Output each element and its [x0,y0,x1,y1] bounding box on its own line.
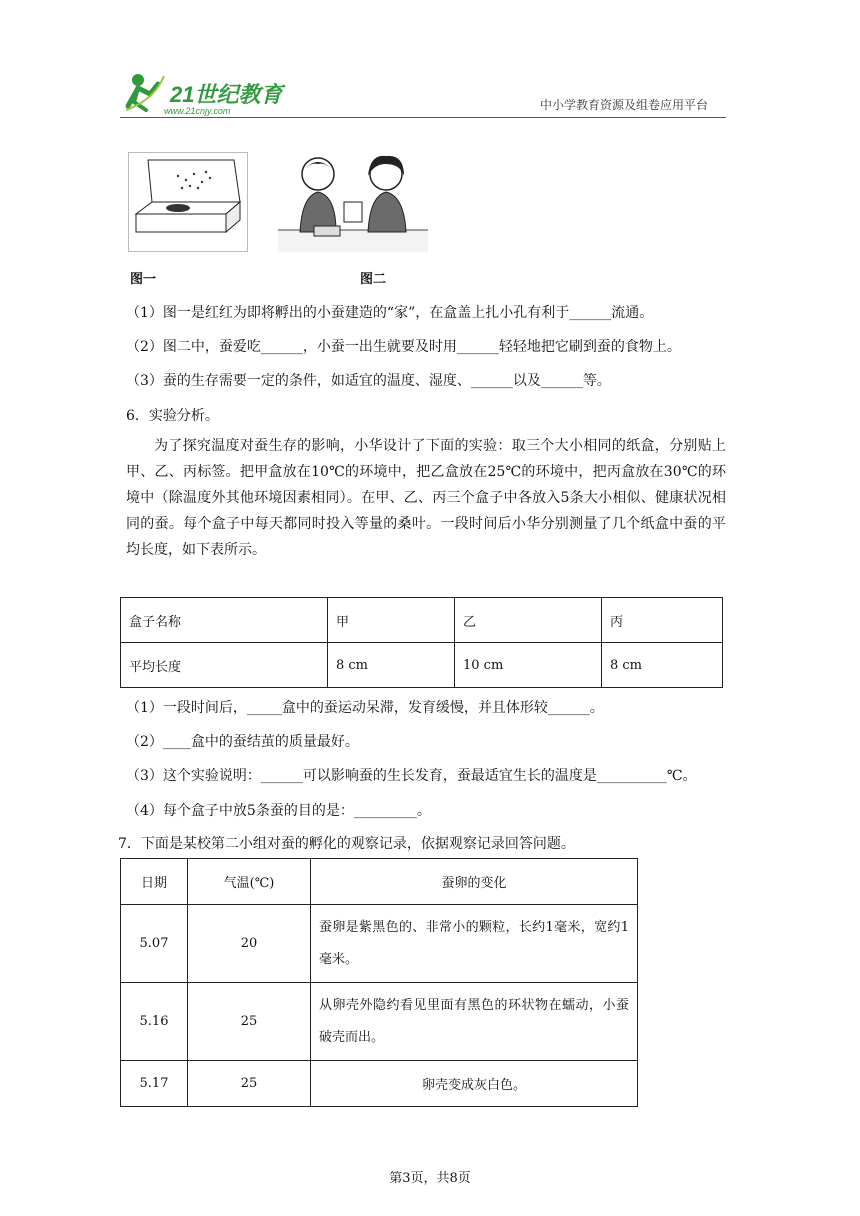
table-cell: 8 cm [328,643,455,688]
table-cell: 甲 [328,598,455,643]
table-cell: 10 cm [455,643,602,688]
table-cell: 从卵壳外隐约看见里面有黑色的环状物在蠕动，小蚕破壳而出。 [311,983,638,1061]
svg-text:21世纪教育: 21世纪教育 [170,82,283,107]
table-row [121,598,723,643]
q5-item-2: （2）图二中，蚕爱吃______，小蚕一出生就要及时用______轻轻地把它刷到蚕的食物上。 [126,339,681,355]
q5-item-1: （1）图一是红红为即将孵出的小蚕建造的“家”，在盒盖上扎小孔有利于______流通。 [126,305,654,321]
table-cell: 盒子名称 [121,598,328,643]
q7-title: 7．下面是某校第二小组对蚕的孵化的观察记录，依据观察记录回答问题。 [118,836,575,852]
figure-one-caption: 图一 [130,272,157,287]
q6-item-2: （2）____盒中的蚕结茧的质量最好。 [126,734,359,750]
table-header-cell: 日期 [121,859,188,905]
q5-item-3: （3）蚕的生存需要一定的条件，如适宜的温度、湿度、______以及______等。 [126,373,611,389]
q6-item-3: （3）这个实验说明：______可以影响蚕的生长发育，蚕最适宜生长的温度是__________℃。 [126,768,697,784]
table-cell: 5.17 [121,1061,188,1107]
svg-text:www.21cnjy.com: www.21cnjy.com [164,106,231,116]
table-header-cell: 蚕卵的变化 [311,859,638,905]
table-cell: 乙 [455,598,602,643]
figure-one-box [128,152,248,252]
header-divider [120,117,726,118]
table-row [121,905,638,983]
table-cell: 25 [188,983,311,1061]
figure-two-caption: 图二 [360,272,387,287]
runner-logo-icon [124,70,294,116]
table-row [121,983,638,1061]
table-cell: 平均长度 [121,643,328,688]
table-cell: 蚕卵是紫黑色的、非常小的颗粒，长约1毫米，宽约1毫米。 [311,905,638,983]
page-footer: 第3页，共8页 [389,1171,471,1186]
q6-item-4: （4）每个盒子中放5条蚕的目的是：_________。 [126,803,431,819]
table-row [121,859,638,905]
logo [124,70,294,116]
table-cell: 25 [188,1061,311,1107]
q6-item-1: （1）一段时间后，_____盒中的蚕运动呆滞，发育缓慢，并且体形较______。 [126,700,604,716]
q7-table [120,858,638,1107]
table-header-cell: 气温(℃) [188,859,311,905]
table-cell: 20 [188,905,311,983]
table-cell: 5.16 [121,983,188,1061]
table-cell: 卵壳变成灰白色。 [311,1061,638,1107]
platform-name: 中小学教育资源及组卷应用平台 [540,98,709,112]
figure-two-children [278,152,428,252]
table-cell: 丙 [602,598,723,643]
q6-paragraph: 为了探究温度对蚕生存的影响，小华设计了下面的实验：取三个大小相同的纸盒，分别贴上甲、乙、丙标签。把甲盒放在10℃的环境中，把乙盒放在25℃的环境中，把丙盒放在30℃的环境中（除温度外其他环境因素相同）。在甲、乙、丙三个盒子中各放入5条大小相似、健康状况相同的蚕。每个盒子中每天都同时投入等量的桑叶。一段时间后小华分别测量了几个纸盒中蚕的平均长度，如下表所示。 [126,438,726,558]
table-cell: 5.07 [121,905,188,983]
table-cell: 8 cm [602,643,723,688]
q6-table [120,597,723,688]
table-row [121,643,723,688]
q6-title: 6．实验分析。 [126,408,219,424]
table-row [121,1061,638,1107]
